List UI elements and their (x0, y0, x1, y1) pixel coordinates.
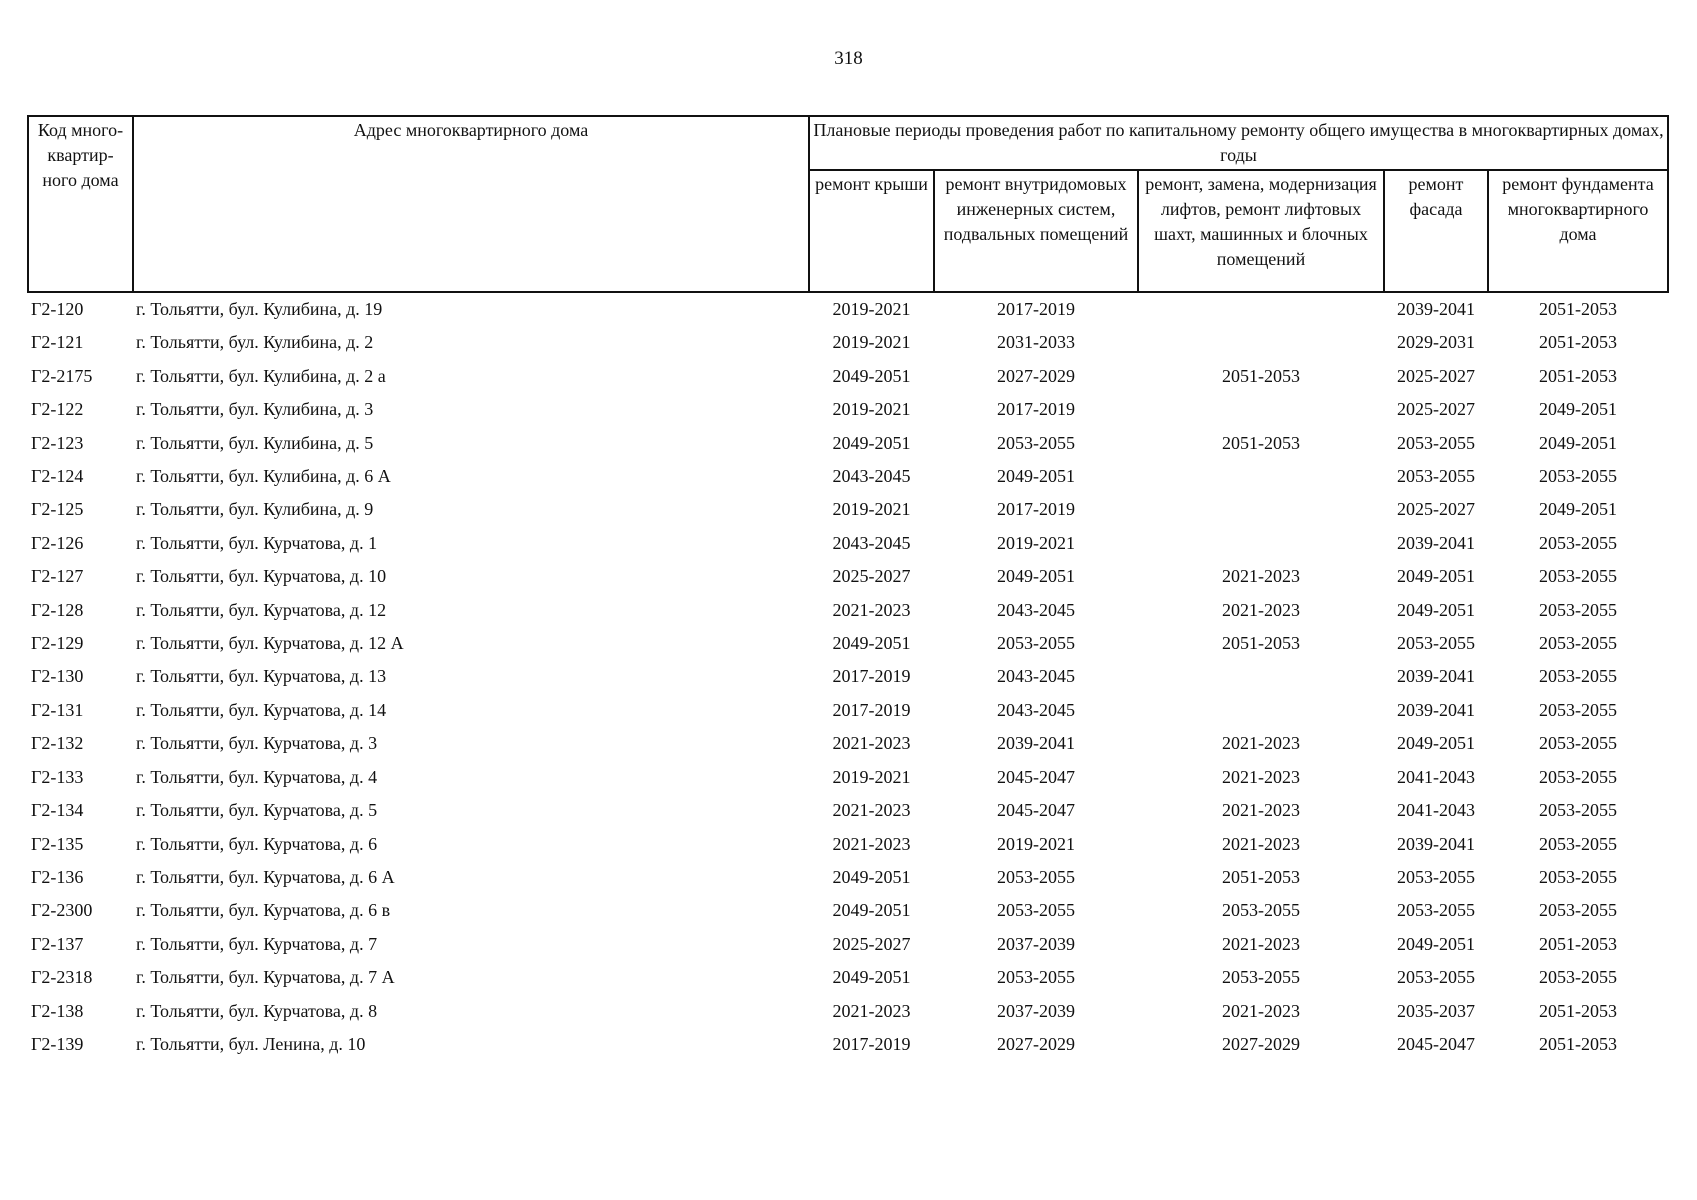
cell-engineering: 2053-2055 (997, 900, 1075, 921)
cell-roof: 2017-2019 (832, 666, 911, 687)
cell-code: Г2-122 (31, 399, 84, 420)
table-row (28, 292, 1668, 326)
cell-code: Г2-128 (31, 599, 84, 620)
table-header (28, 116, 1668, 292)
cell-roof: 2049-2051 (832, 967, 911, 988)
cell-lifts (1138, 393, 1384, 426)
cell-engineering: 2037-2039 (997, 1000, 1075, 1021)
table-row (28, 995, 1668, 1028)
cell-address: г. Тольятти, бул. Кулибина, д. 2 а (136, 365, 386, 386)
capital-repair-table (27, 115, 1669, 1061)
cell-lifts: 2051-2053 (1222, 432, 1300, 453)
cell-roof: 2021-2023 (832, 800, 911, 821)
cell-facade: 2053-2055 (1397, 866, 1475, 887)
table-row (28, 894, 1668, 927)
table-row (28, 527, 1668, 560)
cell-lifts: 2021-2023 (1222, 800, 1300, 821)
cell-code: Г2-139 (31, 1033, 84, 1054)
cell-lifts: 2053-2055 (1222, 967, 1300, 988)
cell-foundation: 2049-2051 (1539, 399, 1617, 420)
cell-address: г. Тольятти, бул. Курчатова, д. 7 А (136, 967, 395, 988)
cell-code: Г2-2300 (31, 900, 93, 921)
cell-address: г. Тольятти, бул. Курчатова, д. 12 (136, 599, 387, 620)
cell-facade: 2049-2051 (1397, 566, 1475, 587)
cell-lifts: 2021-2023 (1222, 599, 1300, 620)
cell-code: Г2-133 (31, 766, 84, 787)
table-row (28, 727, 1668, 760)
cell-facade: 2025-2027 (1397, 499, 1475, 520)
table-row (28, 460, 1668, 493)
cell-foundation: 2051-2053 (1539, 365, 1617, 386)
cell-lifts: 2051-2053 (1222, 866, 1300, 887)
cell-lifts (1138, 326, 1384, 359)
cell-lifts: 2021-2023 (1222, 933, 1300, 954)
cell-facade: 2045-2047 (1397, 1033, 1475, 1054)
cell-facade: 2025-2027 (1397, 365, 1475, 386)
cell-address: г. Тольятти, бул. Кулибина, д. 5 (136, 432, 374, 453)
header-foundation: ремонт фундамента многоквартирного дома (1488, 170, 1668, 292)
cell-foundation: 2053-2055 (1539, 833, 1617, 854)
cell-code: Г2-2175 (31, 365, 93, 386)
cell-address: г. Тольятти, бул. Курчатова, д. 13 (136, 666, 387, 687)
table-row (28, 928, 1668, 961)
cell-lifts: 2053-2055 (1222, 900, 1300, 921)
cell-address: г. Тольятти, бул. Курчатова, д. 6 А (136, 866, 395, 887)
cell-lifts (1138, 694, 1384, 727)
cell-code: Г2-126 (31, 532, 84, 553)
cell-roof: 2043-2045 (832, 466, 911, 487)
cell-roof: 2049-2051 (832, 432, 911, 453)
cell-foundation: 2051-2053 (1539, 933, 1617, 954)
cell-address: г. Тольятти, бул. Кулибина, д. 3 (136, 399, 374, 420)
cell-foundation: 2053-2055 (1539, 699, 1617, 720)
cell-roof: 2025-2027 (832, 566, 911, 587)
cell-foundation: 2053-2055 (1539, 532, 1617, 553)
table-row (28, 961, 1668, 994)
cell-facade: 2049-2051 (1397, 733, 1475, 754)
cell-lifts: 2051-2053 (1222, 633, 1300, 654)
cell-roof: 2019-2021 (832, 299, 911, 319)
cell-lifts: 2051-2053 (1222, 365, 1300, 386)
cell-foundation: 2053-2055 (1539, 733, 1617, 754)
cell-facade: 2039-2041 (1397, 833, 1475, 854)
table-row (28, 761, 1668, 794)
cell-roof: 2025-2027 (832, 933, 911, 954)
cell-facade: 2039-2041 (1397, 666, 1475, 687)
cell-lifts: 2021-2023 (1222, 766, 1300, 787)
cell-lifts (1138, 292, 1384, 326)
cell-code: Г2-124 (31, 466, 84, 487)
cell-facade: 2049-2051 (1397, 933, 1475, 954)
cell-engineering: 2019-2021 (997, 833, 1075, 854)
cell-roof: 2021-2023 (832, 599, 911, 620)
header-periods: Плановые периоды проведения работ по капитальному ремонту общего имущества в многоквартирных домах, годы (809, 116, 1668, 170)
cell-foundation: 2051-2053 (1539, 1000, 1617, 1021)
cell-lifts: 2021-2023 (1222, 733, 1300, 754)
cell-address: г. Тольятти, бул. Кулибина, д. 6 А (136, 466, 391, 487)
cell-code: Г2-132 (31, 733, 84, 754)
cell-code: Г2-121 (31, 332, 84, 353)
cell-lifts (1138, 493, 1384, 526)
cell-roof: 2019-2021 (832, 399, 911, 420)
cell-address: г. Тольятти, бул. Курчатова, д. 6 (136, 833, 378, 854)
cell-facade: 2035-2037 (1397, 1000, 1475, 1021)
cell-foundation: 2053-2055 (1539, 466, 1617, 487)
cell-engineering: 2027-2029 (997, 365, 1075, 386)
cell-address: г. Тольятти, бул. Кулибина, д. 9 (136, 499, 374, 520)
table-row (28, 660, 1668, 693)
table-row (28, 627, 1668, 660)
cell-code: Г2-125 (31, 499, 84, 520)
cell-lifts: 2027-2029 (1222, 1033, 1300, 1054)
cell-roof: 2017-2019 (832, 1033, 911, 1054)
cell-foundation: 2053-2055 (1539, 800, 1617, 821)
table-body (28, 292, 1668, 1061)
cell-lifts: 2021-2023 (1222, 833, 1300, 854)
cell-foundation: 2051-2053 (1539, 1033, 1617, 1054)
cell-foundation: 2053-2055 (1539, 866, 1617, 887)
cell-lifts (1138, 660, 1384, 693)
cell-engineering: 2045-2047 (997, 766, 1075, 787)
cell-engineering: 2043-2045 (997, 699, 1075, 720)
table-row (28, 326, 1668, 359)
cell-engineering: 2039-2041 (997, 733, 1075, 754)
cell-code: Г2-131 (31, 699, 84, 720)
cell-foundation: 2053-2055 (1539, 900, 1617, 921)
cell-foundation: 2051-2053 (1539, 332, 1617, 353)
cell-code: Г2-130 (31, 666, 84, 687)
cell-roof: 2017-2019 (832, 699, 911, 720)
cell-roof: 2049-2051 (832, 633, 911, 654)
cell-code: Г2-136 (31, 866, 84, 887)
table-row (28, 493, 1668, 526)
table-row (28, 694, 1668, 727)
cell-address: г. Тольятти, бул. Курчатова, д. 8 (136, 1000, 378, 1021)
table-row (28, 393, 1668, 426)
cell-code: Г2-127 (31, 566, 84, 587)
cell-roof: 2049-2051 (832, 365, 911, 386)
cell-foundation: 2049-2051 (1539, 432, 1617, 453)
cell-engineering: 2043-2045 (997, 599, 1075, 620)
cell-foundation: 2053-2055 (1539, 967, 1617, 988)
cell-engineering: 2019-2021 (997, 532, 1075, 553)
cell-roof: 2019-2021 (832, 332, 911, 353)
cell-engineering: 2053-2055 (997, 633, 1075, 654)
table-row (28, 427, 1668, 460)
page-number: 318 (834, 48, 863, 69)
cell-facade: 2041-2043 (1397, 800, 1475, 821)
cell-facade: 2041-2043 (1397, 766, 1475, 787)
cell-code: Г2-134 (31, 800, 84, 821)
cell-address: г. Тольятти, бул. Курчатова, д. 3 (136, 733, 378, 754)
cell-engineering: 2049-2051 (997, 466, 1075, 487)
cell-foundation: 2053-2055 (1539, 633, 1617, 654)
cell-code: Г2-120 (31, 299, 84, 319)
header-row-main (28, 116, 1668, 170)
cell-engineering: 2027-2029 (997, 1033, 1075, 1054)
cell-lifts: 2021-2023 (1222, 1000, 1300, 1021)
cell-lifts: 2021-2023 (1222, 566, 1300, 587)
cell-lifts (1138, 460, 1384, 493)
header-facade: ремонт фасада (1384, 170, 1488, 292)
cell-address: г. Тольятти, бул. Курчатова, д. 10 (136, 566, 387, 587)
cell-facade: 2039-2041 (1397, 532, 1475, 553)
table-row (28, 828, 1668, 861)
cell-engineering: 2037-2039 (997, 933, 1075, 954)
cell-engineering: 2045-2047 (997, 800, 1075, 821)
cell-engineering: 2053-2055 (997, 967, 1075, 988)
header-address: Адрес многоквартирного дома (133, 116, 809, 292)
cell-address: г. Тольятти, бул. Кулибина, д. 19 (136, 299, 383, 319)
cell-code: Г2-137 (31, 933, 84, 954)
cell-code: Г2-2318 (31, 967, 93, 988)
cell-code: Г2-123 (31, 432, 84, 453)
table-row (28, 1028, 1668, 1061)
cell-engineering: 2053-2055 (997, 432, 1075, 453)
cell-foundation: 2053-2055 (1539, 566, 1617, 587)
cell-foundation: 2049-2051 (1539, 499, 1617, 520)
cell-engineering: 2043-2045 (997, 666, 1075, 687)
cell-facade: 2053-2055 (1397, 900, 1475, 921)
cell-roof: 2021-2023 (832, 833, 911, 854)
cell-engineering: 2017-2019 (997, 499, 1075, 520)
cell-roof: 2019-2021 (832, 766, 911, 787)
cell-code: Г2-129 (31, 633, 84, 654)
cell-address: г. Тольятти, бул. Кулибина, д. 2 (136, 332, 374, 353)
cell-roof: 2043-2045 (832, 532, 911, 553)
cell-facade: 2039-2041 (1397, 299, 1475, 319)
table-row (28, 560, 1668, 593)
cell-roof: 2049-2051 (832, 866, 911, 887)
cell-address: г. Тольятти, бул. Курчатова, д. 6 в (136, 900, 391, 921)
header-roof: ремонт крыши (809, 170, 934, 292)
cell-roof: 2021-2023 (832, 733, 911, 754)
cell-code: Г2-135 (31, 833, 84, 854)
cell-engineering: 2031-2033 (997, 332, 1075, 353)
cell-address: г. Тольятти, бул. Курчатова, д. 5 (136, 800, 378, 821)
cell-engineering: 2049-2051 (997, 566, 1075, 587)
header-code: Код много-квартир-ного дома (28, 116, 133, 292)
cell-engineering: 2017-2019 (997, 299, 1075, 319)
cell-facade: 2053-2055 (1397, 432, 1475, 453)
cell-facade: 2053-2055 (1397, 967, 1475, 988)
cell-facade: 2039-2041 (1397, 699, 1475, 720)
cell-roof: 2019-2021 (832, 499, 911, 520)
cell-facade: 2025-2027 (1397, 399, 1475, 420)
cell-foundation: 2053-2055 (1539, 599, 1617, 620)
cell-foundation: 2053-2055 (1539, 766, 1617, 787)
cell-facade: 2049-2051 (1397, 599, 1475, 620)
cell-address: г. Тольятти, бул. Ленина, д. 10 (136, 1033, 366, 1054)
cell-roof: 2021-2023 (832, 1000, 911, 1021)
header-lifts: ремонт, замена, модернизация лифтов, ремонт лифтовых шахт, машинных и блочных помещений (1138, 170, 1384, 292)
cell-address: г. Тольятти, бул. Курчатова, д. 4 (136, 766, 378, 787)
cell-lifts (1138, 527, 1384, 560)
table-row (28, 861, 1668, 894)
cell-code: Г2-138 (31, 1000, 84, 1021)
table-row (28, 360, 1668, 393)
cell-engineering: 2053-2055 (997, 866, 1075, 887)
cell-facade: 2053-2055 (1397, 466, 1475, 487)
header-engineering: ремонт внутридомовых инженерных систем, подвальных помещений (934, 170, 1138, 292)
cell-facade: 2029-2031 (1397, 332, 1475, 353)
cell-address: г. Тольятти, бул. Курчатова, д. 1 (136, 532, 378, 553)
cell-foundation: 2051-2053 (1539, 299, 1617, 319)
table-row (28, 594, 1668, 627)
cell-engineering: 2017-2019 (997, 399, 1075, 420)
cell-address: г. Тольятти, бул. Курчатова, д. 7 (136, 933, 378, 954)
cell-foundation: 2053-2055 (1539, 666, 1617, 687)
cell-facade: 2053-2055 (1397, 633, 1475, 654)
cell-roof: 2049-2051 (832, 900, 911, 921)
cell-address: г. Тольятти, бул. Курчатова, д. 12 А (136, 633, 404, 654)
cell-address: г. Тольятти, бул. Курчатова, д. 14 (136, 699, 387, 720)
table-row (28, 794, 1668, 827)
